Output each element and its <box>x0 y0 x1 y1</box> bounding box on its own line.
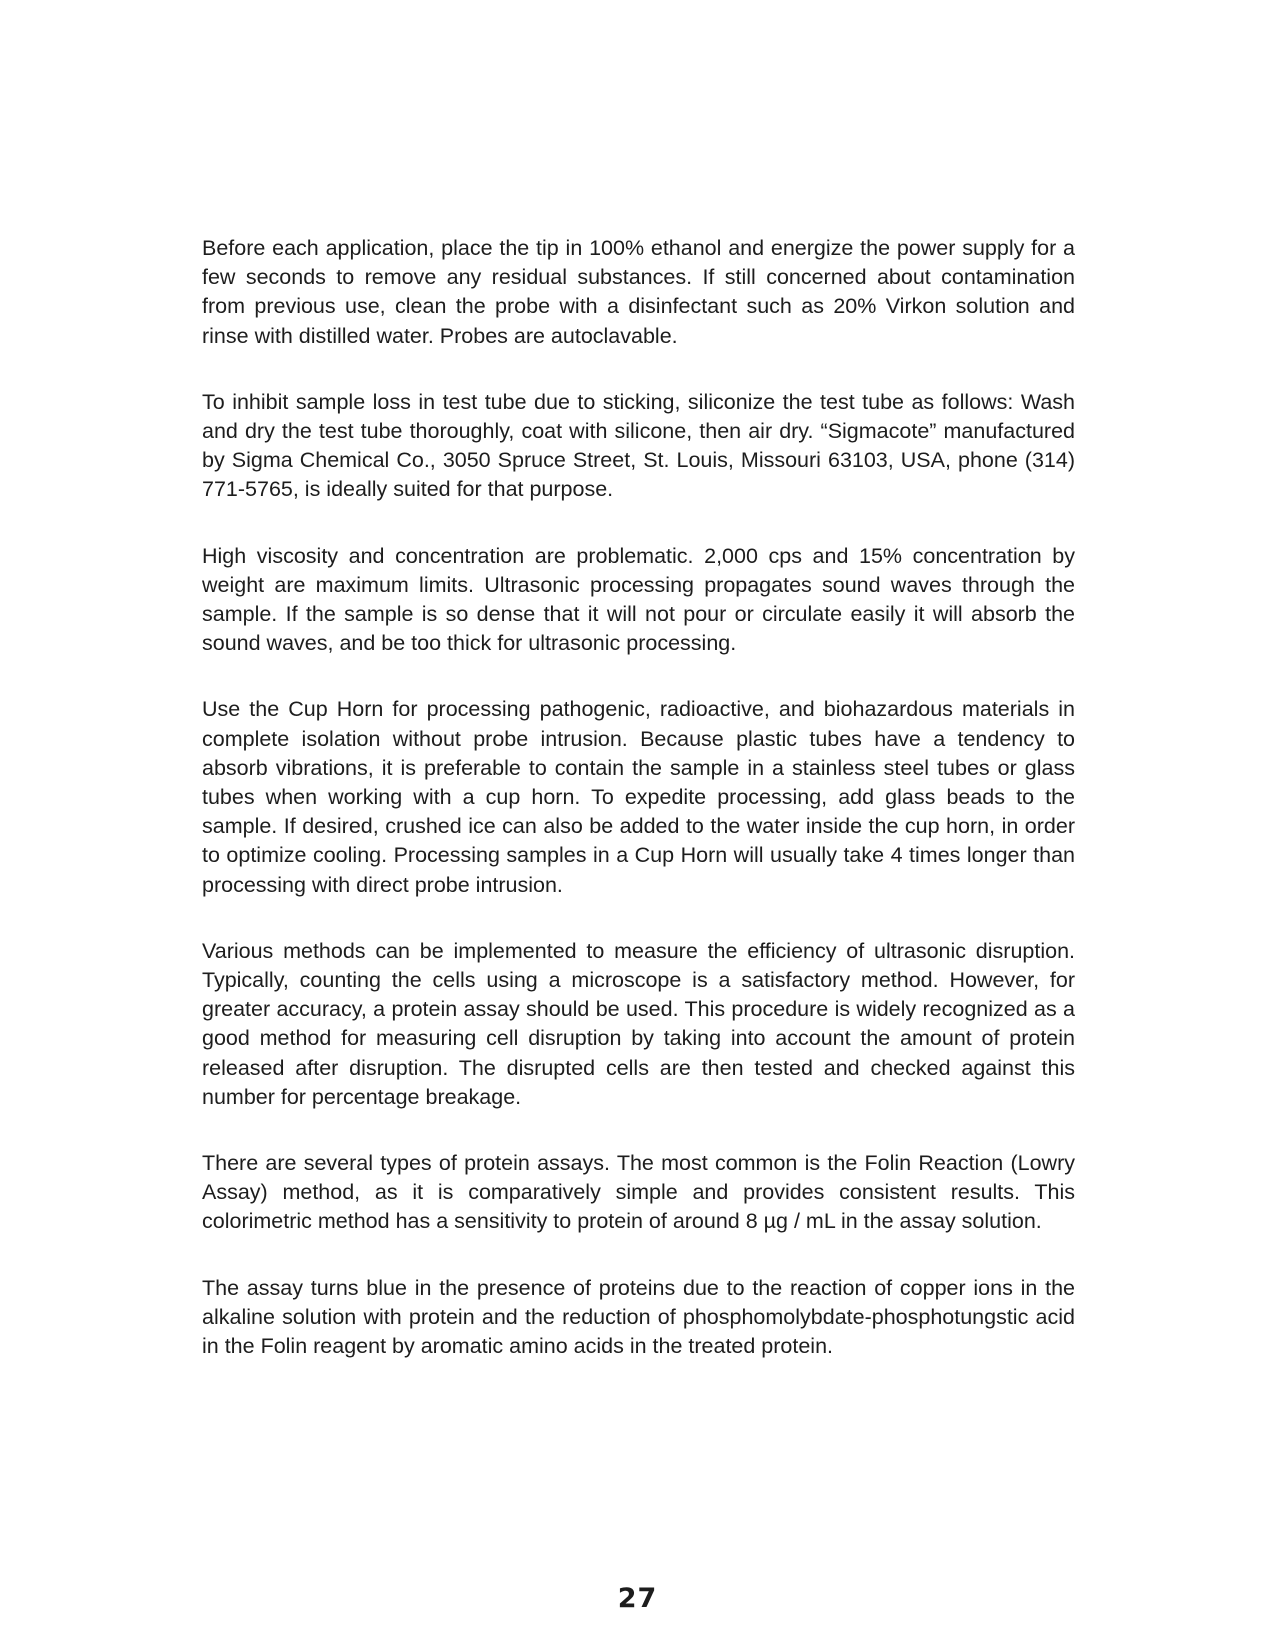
paragraph-siliconize-tube: To inhibit sample loss in test tube due to sticking, siliconize the test tube as follows: Wash and dry the test tube thoroughly, coat with silicone, then air dry. “Sigmacote” manufactured by Sigma Chemical Co., 3050 Spruce Street, St. Louis, Missouri 63103, USA, phone (314) 771-5765, is ideally suited for that purpose. <box>202 389 1075 502</box>
paragraph-viscosity-limits: High viscosity and concentration are problematic. 2,000 cps and 15% concentration by weight are maximum limits. Ultrasonic processing propagates sound waves through the sample. If the sample is so dense that it will not pour or circulate easily it will absorb the sound waves, and be too thick for ultrasonic processing. <box>202 543 1075 656</box>
paragraph-protein-assays: There are several types of protein assays. The most common is the Folin Reaction (Lowry Assay) method, as it is comparatively simple and provides consistent results. This colorimetric method has a sensitivity to protein of around 8 µg / mL in the assay solution. <box>202 1151 1075 1234</box>
paragraph-tip-cleaning: Before each application, place the tip in 100% ethanol and energize the power supply for a few seconds to remove any residual substances. If still concerned about contamination from previous use, clean the probe with a disinfectant such as 20% Virkon solution and rinse with distilled water. Probes are autoclavable. <box>202 236 1075 348</box>
paragraph-assay-reaction: The assay turns blue in the presence of proteins due to the reaction of copper ions in the alkaline solution with protein and the reduction of phosphomolybdate-phosphotungstic acid in the Folin reagent by aromatic amino acids in the treated protein. <box>202 1275 1075 1359</box>
paragraph-measure-efficiency: Various methods can be implemented to measure the efficiency of ultrasonic disruption. Typically, counting the cells using a microscope is a satisfactory method. However, for greater accuracy, a protein assay should be used. This procedure is widely recognized as a good method for measuring cell disruption by taking into account the amount of protein released after disruption. The disrupted cells are then tested and checked against this number for percentage breakage. <box>202 938 1075 1109</box>
paragraph-cup-horn: Use the Cup Horn for processing pathogenic, radioactive, and biohazardous materials in complete isolation without probe intrusion. Because plastic tubes have a tendency to absorb vibrations, it is preferable to contain the sample in a stainless steel tubes or glass tubes when working with a cup horn. To expedite processing, add glass beads to the sample. If desired, crushed ice can also be added to the water inside the cup horn, in order to optimize cooling. Processing samples in a Cup Horn will usually take 4 times longer than processing with direct probe intrusion. <box>202 697 1075 897</box>
page-number: 27 <box>617 1583 658 1614</box>
document-body <box>202 234 1075 1398</box>
